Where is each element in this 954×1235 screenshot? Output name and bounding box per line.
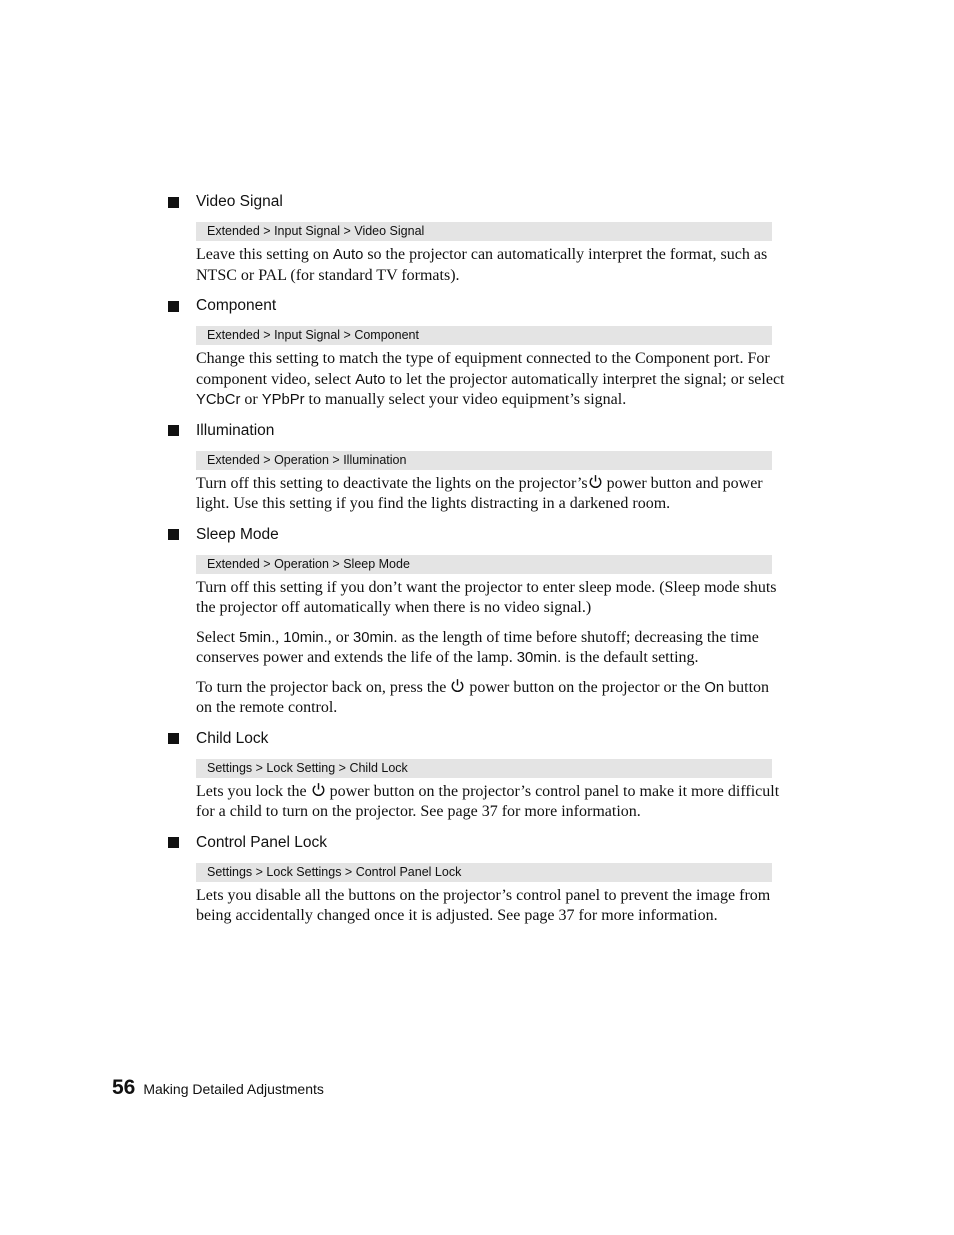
ui-term: Auto: [355, 371, 386, 388]
text: Change this setting to match the type of equipment connected to the Component port. For component video, select: [196, 350, 770, 388]
text: ,: [275, 628, 284, 646]
ui-term: 5min.: [239, 629, 276, 646]
section-heading: Component: [196, 297, 277, 314]
square-bullet-icon: [168, 425, 179, 436]
text: , or: [327, 628, 354, 646]
text: power button on the projector or the: [465, 678, 705, 696]
text: Lets you lock the: [196, 782, 311, 800]
square-bullet-icon: [168, 529, 179, 540]
menu-path: Settings > Lock Settings > Control Panel Lock: [196, 863, 772, 882]
description: [196, 245, 788, 286]
text: power button on the projector’s control panel to make it more difficult for a child to turn on the projector. See page 37 for more information.: [196, 782, 780, 820]
text: Select: [196, 628, 240, 646]
text: button on the remote control.: [196, 678, 770, 716]
section-heading: Child Lock: [196, 729, 269, 747]
ui-term: On: [704, 679, 725, 696]
text: to let the projector automatically interpret the signal; or select: [385, 370, 785, 388]
section-video-signal: [168, 191, 788, 286]
heading-row: [168, 295, 788, 317]
square-bullet-icon: [168, 733, 179, 744]
ui-term: 30min.: [516, 650, 562, 666]
section-sleep-mode: [168, 524, 788, 719]
ui-term: 30min.: [353, 629, 398, 646]
power-icon: [311, 782, 326, 797]
page-footer: [112, 1076, 324, 1100]
text: Turn off this setting to deactivate the lights on the projector’s: [196, 474, 588, 492]
section-child-lock: [168, 728, 788, 823]
section-illumination: [168, 420, 788, 515]
text: power button and power light. Use this setting if you find the lights distracting in a darkened room.: [196, 474, 763, 512]
square-bullet-icon: [168, 197, 179, 208]
text: so the projector can automatically interpret the format, such as NTSC or PAL (for standard TV formats).: [196, 246, 768, 284]
section-control-panel-lock: [168, 832, 788, 927]
square-bullet-icon: [168, 837, 179, 848]
heading-row: [168, 524, 788, 546]
description: [196, 578, 788, 619]
description: [196, 474, 788, 515]
text: or: [240, 391, 262, 408]
menu-path: Extended > Operation > Sleep Mode: [196, 555, 772, 574]
description: [196, 349, 788, 411]
text: to manually select your video equipment’s signal.: [304, 391, 627, 408]
text: Lets you disable all the buttons on the projector’s control panel to prevent the image from being accidentally changed once it is adjusted. See page 37 for more information.: [196, 886, 771, 924]
description: [196, 886, 788, 927]
ui-term: 10min.: [283, 629, 328, 646]
text: as the length of time before shutoff; decreasing the time conserves power and extends the life of the lamp.: [196, 628, 759, 666]
ui-term: YCbCr: [196, 392, 241, 408]
menu-path: Extended > Operation > Illumination: [196, 451, 772, 470]
ui-term: Auto: [332, 247, 364, 263]
section-heading: Video Signal: [196, 193, 283, 210]
section-heading: Illumination: [196, 421, 275, 439]
page-number: 56: [112, 1076, 136, 1099]
description: [196, 628, 788, 669]
heading-row: [168, 832, 788, 854]
menu-path: Extended > Input Signal > Video Signal: [196, 222, 772, 241]
section-heading: Sleep Mode: [196, 525, 279, 543]
settings-list: [168, 191, 788, 927]
section-component: [168, 295, 788, 411]
chapter-title: Making Detailed Adjustments: [143, 1081, 324, 1097]
description: [196, 782, 788, 823]
menu-path: Extended > Input Signal > Component: [196, 326, 772, 345]
text: Turn off this setting if you don’t want the projector to enter sleep mode. (Sleep mode shuts the projector off automatically when there is no video signal.): [196, 578, 777, 616]
description: [196, 678, 788, 719]
heading-row: [168, 420, 788, 442]
heading-row: [168, 728, 788, 750]
section-heading: Control Panel Lock: [196, 833, 327, 851]
menu-path: Settings > Lock Setting > Child Lock: [196, 759, 772, 778]
ui-term: YPbPr: [261, 392, 305, 408]
power-icon: [588, 474, 603, 489]
heading-row: [168, 191, 788, 213]
power-icon: [450, 678, 465, 693]
text: Leave this setting on: [196, 246, 333, 263]
text: To turn the projector back on, press the: [196, 678, 451, 696]
text: is the default setting.: [561, 649, 699, 666]
square-bullet-icon: [168, 301, 179, 312]
